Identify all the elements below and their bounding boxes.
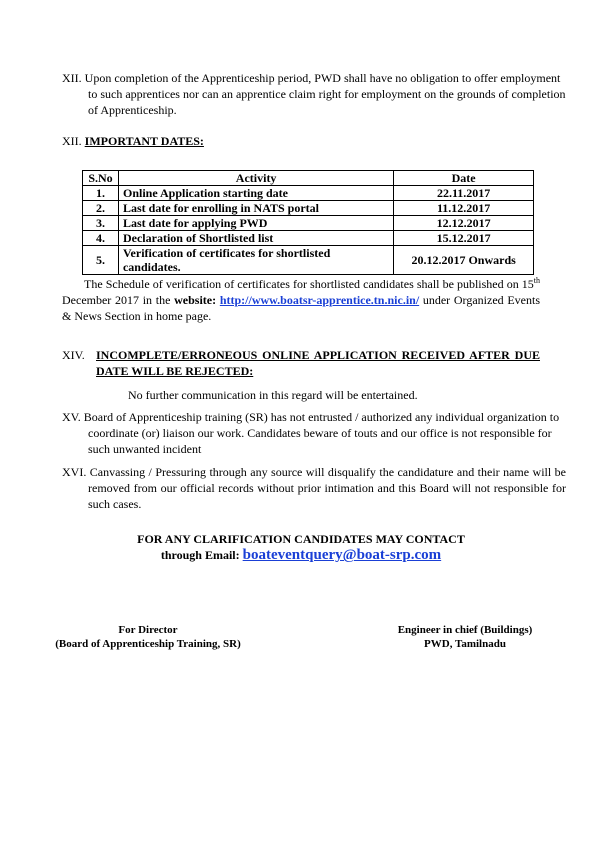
row-activity: Verification of certificates for shortlisted candidates. xyxy=(118,246,393,275)
section-xii-paragraph xyxy=(62,70,566,119)
section-text: Board of Apprenticeship training (SR) has not entrusted / authorized any individual organization to coordinate (or) liaison our work. Candidates beware of touts and our office is not responsible for such unwanted incident xyxy=(83,410,560,457)
table-row xyxy=(83,231,534,246)
row-activity: Last date for applying PWD xyxy=(118,216,393,231)
section-text: Upon completion of the Apprenticeship period, PWD shall have no obligation to offer employment to such apprentices nor can an apprentice claim right for employment on the grounds of completion of Apprenticeship. xyxy=(84,71,566,118)
header-activity: Activity xyxy=(118,171,393,186)
schedule-text-2: December 2017 in the xyxy=(62,293,175,308)
signature-right-org: PWD, Tamilnadu xyxy=(424,638,506,651)
important-dates-heading: IMPORTANT DATES: xyxy=(84,134,204,148)
table-row xyxy=(83,186,534,201)
section-number: XII. xyxy=(62,134,82,148)
important-dates-table-wrapper xyxy=(82,170,534,275)
signature-left-org: (Board of Apprenticeship Training, SR) xyxy=(55,638,241,651)
row-sno: 1. xyxy=(83,186,119,201)
section-number: XV. xyxy=(62,410,81,424)
row-activity: Last date for enrolling in NATS portal xyxy=(118,201,393,216)
important-dates-heading-row xyxy=(62,133,204,149)
signature-right xyxy=(370,623,560,652)
section-xiv-heading: INCOMPLETE/ERRONEOUS ONLINE APPLICATION RECEIVED AFTER DUE DATE WILL BE REJECTED: xyxy=(96,348,540,379)
table-row xyxy=(83,201,534,216)
schedule-text-3: under Organized Events & News Section in home page. xyxy=(62,293,540,324)
section-xv-paragraph xyxy=(62,409,566,458)
row-sno: 4. xyxy=(83,231,119,246)
table-row xyxy=(83,246,534,275)
contact-email-row xyxy=(62,546,540,564)
row-sno: 3. xyxy=(83,216,119,231)
row-date: 20.12.2017 Onwards xyxy=(394,246,534,275)
section-number: XII. xyxy=(62,71,82,85)
date-suffix: th xyxy=(533,276,540,285)
row-sno: 2. xyxy=(83,201,119,216)
row-activity: Online Application starting date xyxy=(118,186,393,201)
row-date: 15.12.2017 xyxy=(394,231,534,246)
section-xiv xyxy=(62,347,540,379)
row-activity: Declaration of Shortlisted list xyxy=(118,231,393,246)
important-dates-table xyxy=(82,170,534,275)
section-number: XIV. xyxy=(62,348,85,362)
row-date: 22.11.2017 xyxy=(394,186,534,201)
row-date: 12.12.2017 xyxy=(394,216,534,231)
header-sno: S.No xyxy=(83,171,119,186)
section-xiv-note: No further communication in this regard will be entertained. xyxy=(128,388,418,402)
contact-email-label: through Email: xyxy=(160,548,243,563)
section-xvi-paragraph xyxy=(62,464,566,513)
row-date: 11.12.2017 xyxy=(394,201,534,216)
signature-right-title: Engineer in chief (Buildings) xyxy=(397,624,533,636)
header-date: Date xyxy=(394,171,534,186)
contact-heading: FOR ANY CLARIFICATION CANDIDATES MAY CONTACT xyxy=(137,532,465,546)
table-header-row xyxy=(83,171,534,186)
schedule-note xyxy=(62,276,540,325)
section-number: XVI. xyxy=(62,465,87,479)
contact-email-link[interactable]: boateventquery@boat-srp.com xyxy=(242,547,442,564)
website-label: website: xyxy=(174,293,220,308)
website-link[interactable]: http://www.boatsr-apprentice.tn.nic.in/ xyxy=(219,293,420,308)
signature-left-title: For Director xyxy=(118,624,178,636)
schedule-text-1: The Schedule of verification of certificates for shortlisted candidates shall be published on 15 xyxy=(84,277,534,291)
row-sno: 5. xyxy=(83,246,119,275)
contact-block xyxy=(62,532,540,564)
table-row xyxy=(83,216,534,231)
section-text: Canvassing / Pressuring through any source will disqualify the candidature and their name will be removed from our official records without prior intimation and this Board will not responsible for such cases. xyxy=(88,465,566,512)
section-xiv-heading-row xyxy=(62,347,540,379)
signature-left xyxy=(48,623,248,652)
